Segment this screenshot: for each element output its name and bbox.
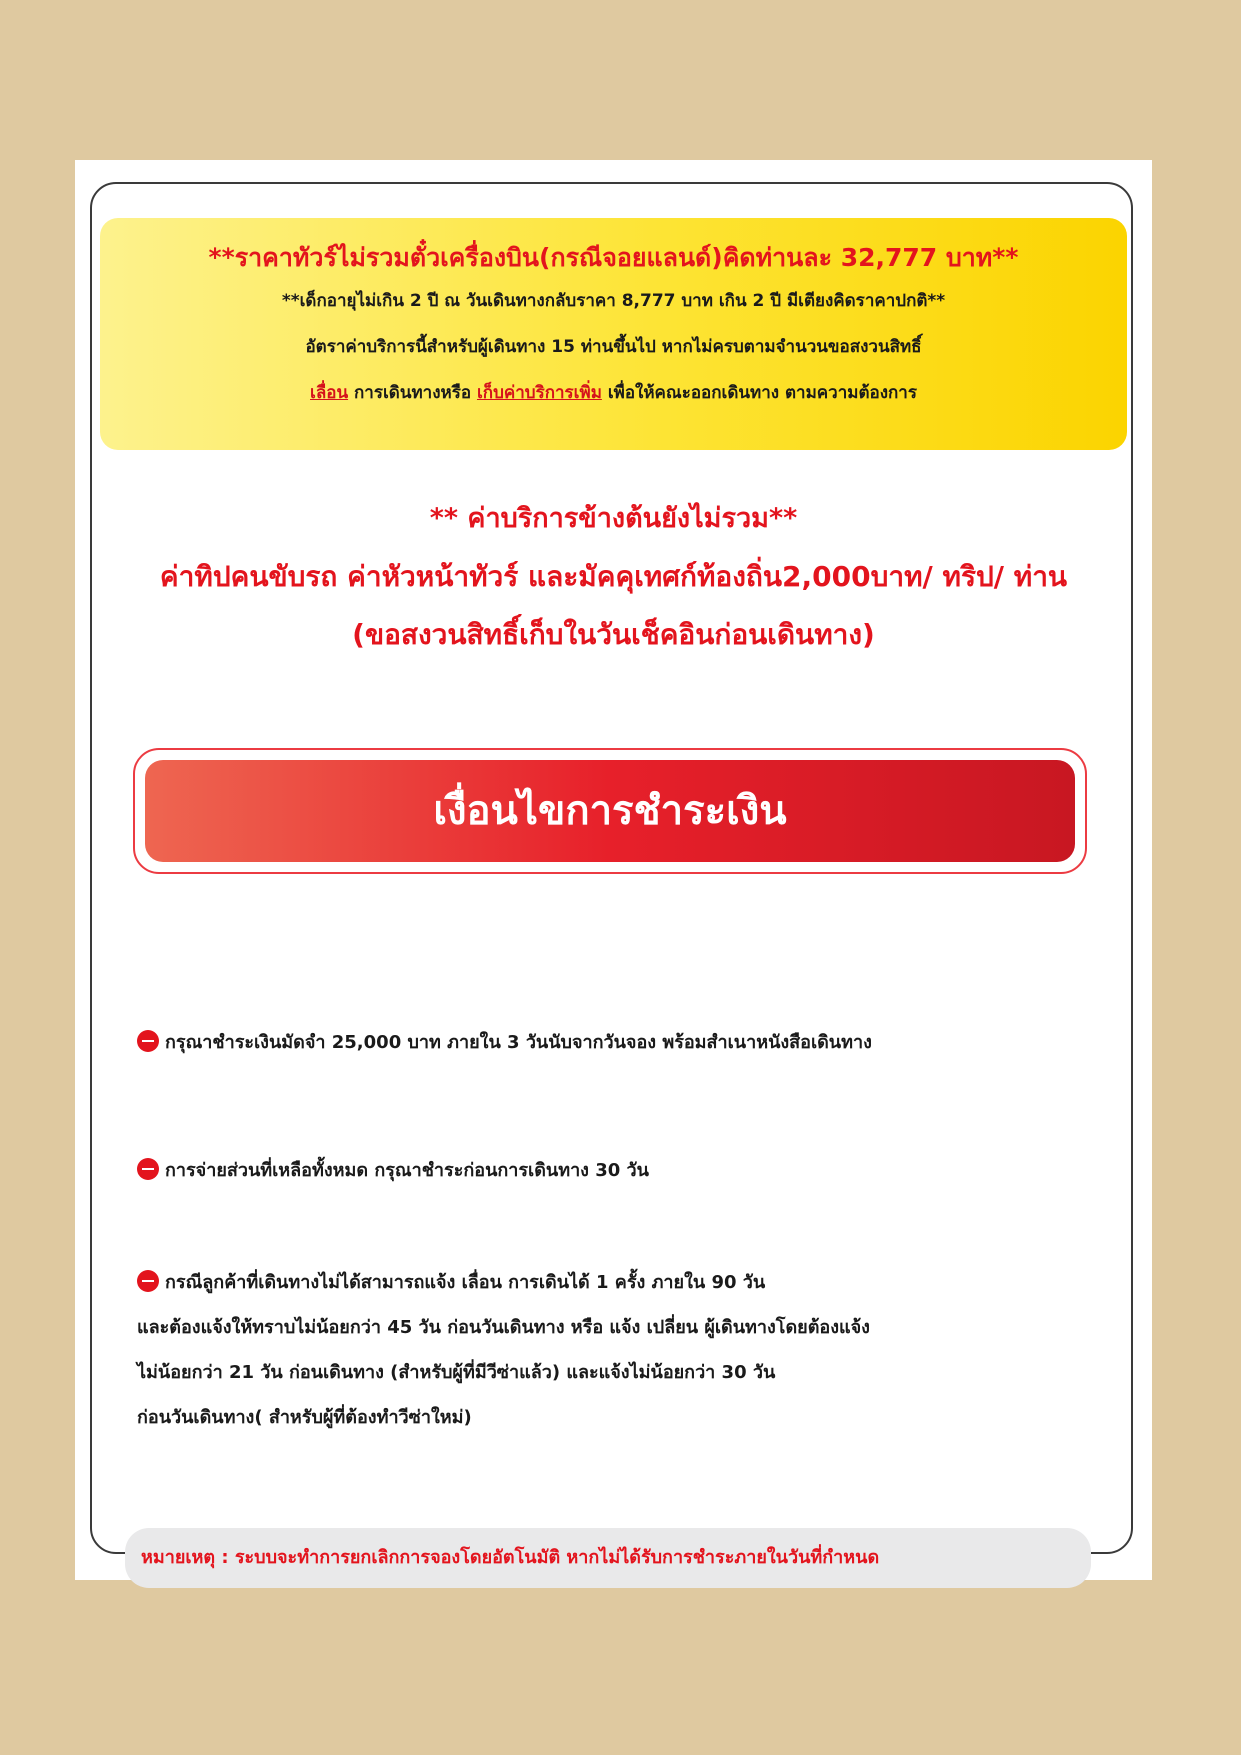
minus-circle-icon [137, 1270, 159, 1292]
postpone-word: เลื่อน [310, 383, 349, 403]
payment-condition-postpone [137, 1260, 1117, 1440]
postpone-tail: เพื่อให้คณะออกเดินทาง ตามความต้องการ [601, 383, 917, 403]
document-sheet [75, 160, 1152, 1580]
postpone-note [100, 370, 1127, 416]
condition-text: กรุณาชำระเงินมัดจำ 25,000 บาท ภายใน 3 วันนับจากวันจอง พร้อมสำเนาหนังสือเดินทาง [165, 1032, 872, 1053]
minus-circle-icon [137, 1158, 159, 1180]
condition-text-line4: ก่อนวันเดินทาง( สำหรับผู้ที่ต้องทำวีซ่าใหม่) [137, 1407, 472, 1428]
postpone-rest: การเดินทางหรือ [348, 383, 477, 403]
price-info-box [100, 218, 1127, 450]
exclusions-collection-note: (ขอสงวนสิทธิ์เก็บในวันเช็คอินก่อนเดินทาง) [352, 618, 875, 651]
exclusions-section [75, 490, 1152, 664]
condition-text-line2: และต้องแจ้งให้ทราบไม่น้อยกว่า 45 วัน ก่อนวันเดินทาง หรือ แจ้ง เปลี่ยน ผู้เดินทางโดยต้องแจ้ง [137, 1317, 870, 1338]
min-group-note: อัตราค่าบริการนี้สำหรับผู้เดินทาง 15 ท่านขึ้นไป หากไม่ครบตามจำนวนขอสงวนสิทธิ์ [305, 337, 922, 357]
child-price-note: **เด็กอายุไม่เกิน 2 ปี ณ วันเดินทางกลับราคา 8,777 บาท เกิน 2 ปี มีเตียงคิดราคาปกติ** [281, 291, 946, 311]
cancellation-note: หมายเหตุ : ระบบจะทำการยกเลิกการจองโดยอัตโนมัติ หากไม่ได้รับการชำระภายในวันที่กำหนด [125, 1528, 1091, 1588]
price-title: **ราคาทัวร์ไม่รวมตั๋วเครื่องบิน(กรณีจอยแลนด์)คิดท่านละ 32,777 บาท** [208, 243, 1019, 272]
condition-text-line1: กรณีลูกค้าที่เดินทางไม่ได้สามารถแจ้ง เลื่อน การเดินได้ 1 ครั้ง ภายใน 90 วัน [165, 1272, 766, 1293]
minus-circle-icon [137, 1030, 159, 1052]
condition-text: การจ่ายส่วนที่เหลือทั้งหมด กรุณาชำระก่อนการเดินทาง 30 วัน [165, 1160, 649, 1181]
payment-heading: เงื่อนไขการชำระเงิน [145, 760, 1075, 862]
exclusions-heading: ** ค่าบริการข้างต้นยังไม่รวม** [429, 503, 798, 534]
payment-condition-balance [137, 1148, 1117, 1193]
payment-banner-frame [133, 748, 1087, 874]
payment-condition-deposit [137, 1020, 1117, 1065]
condition-text-line3: ไม่น้อยกว่า 21 วัน ก่อนเดินทาง (สำหรับผู้ที่มีวีซ่าแล้ว) และแจ้งไม่น้อยกว่า 30 วัน [137, 1362, 776, 1383]
exclusions-detail: ค่าทิปคนขับรถ ค่าหัวหน้าทัวร์ และมัคคุเทศก์ท้องถิ่น2,000บาท/ ทริป/ ท่าน [159, 560, 1068, 593]
extra-fee-word: เก็บค่าบริการเพิ่ม [476, 383, 602, 403]
